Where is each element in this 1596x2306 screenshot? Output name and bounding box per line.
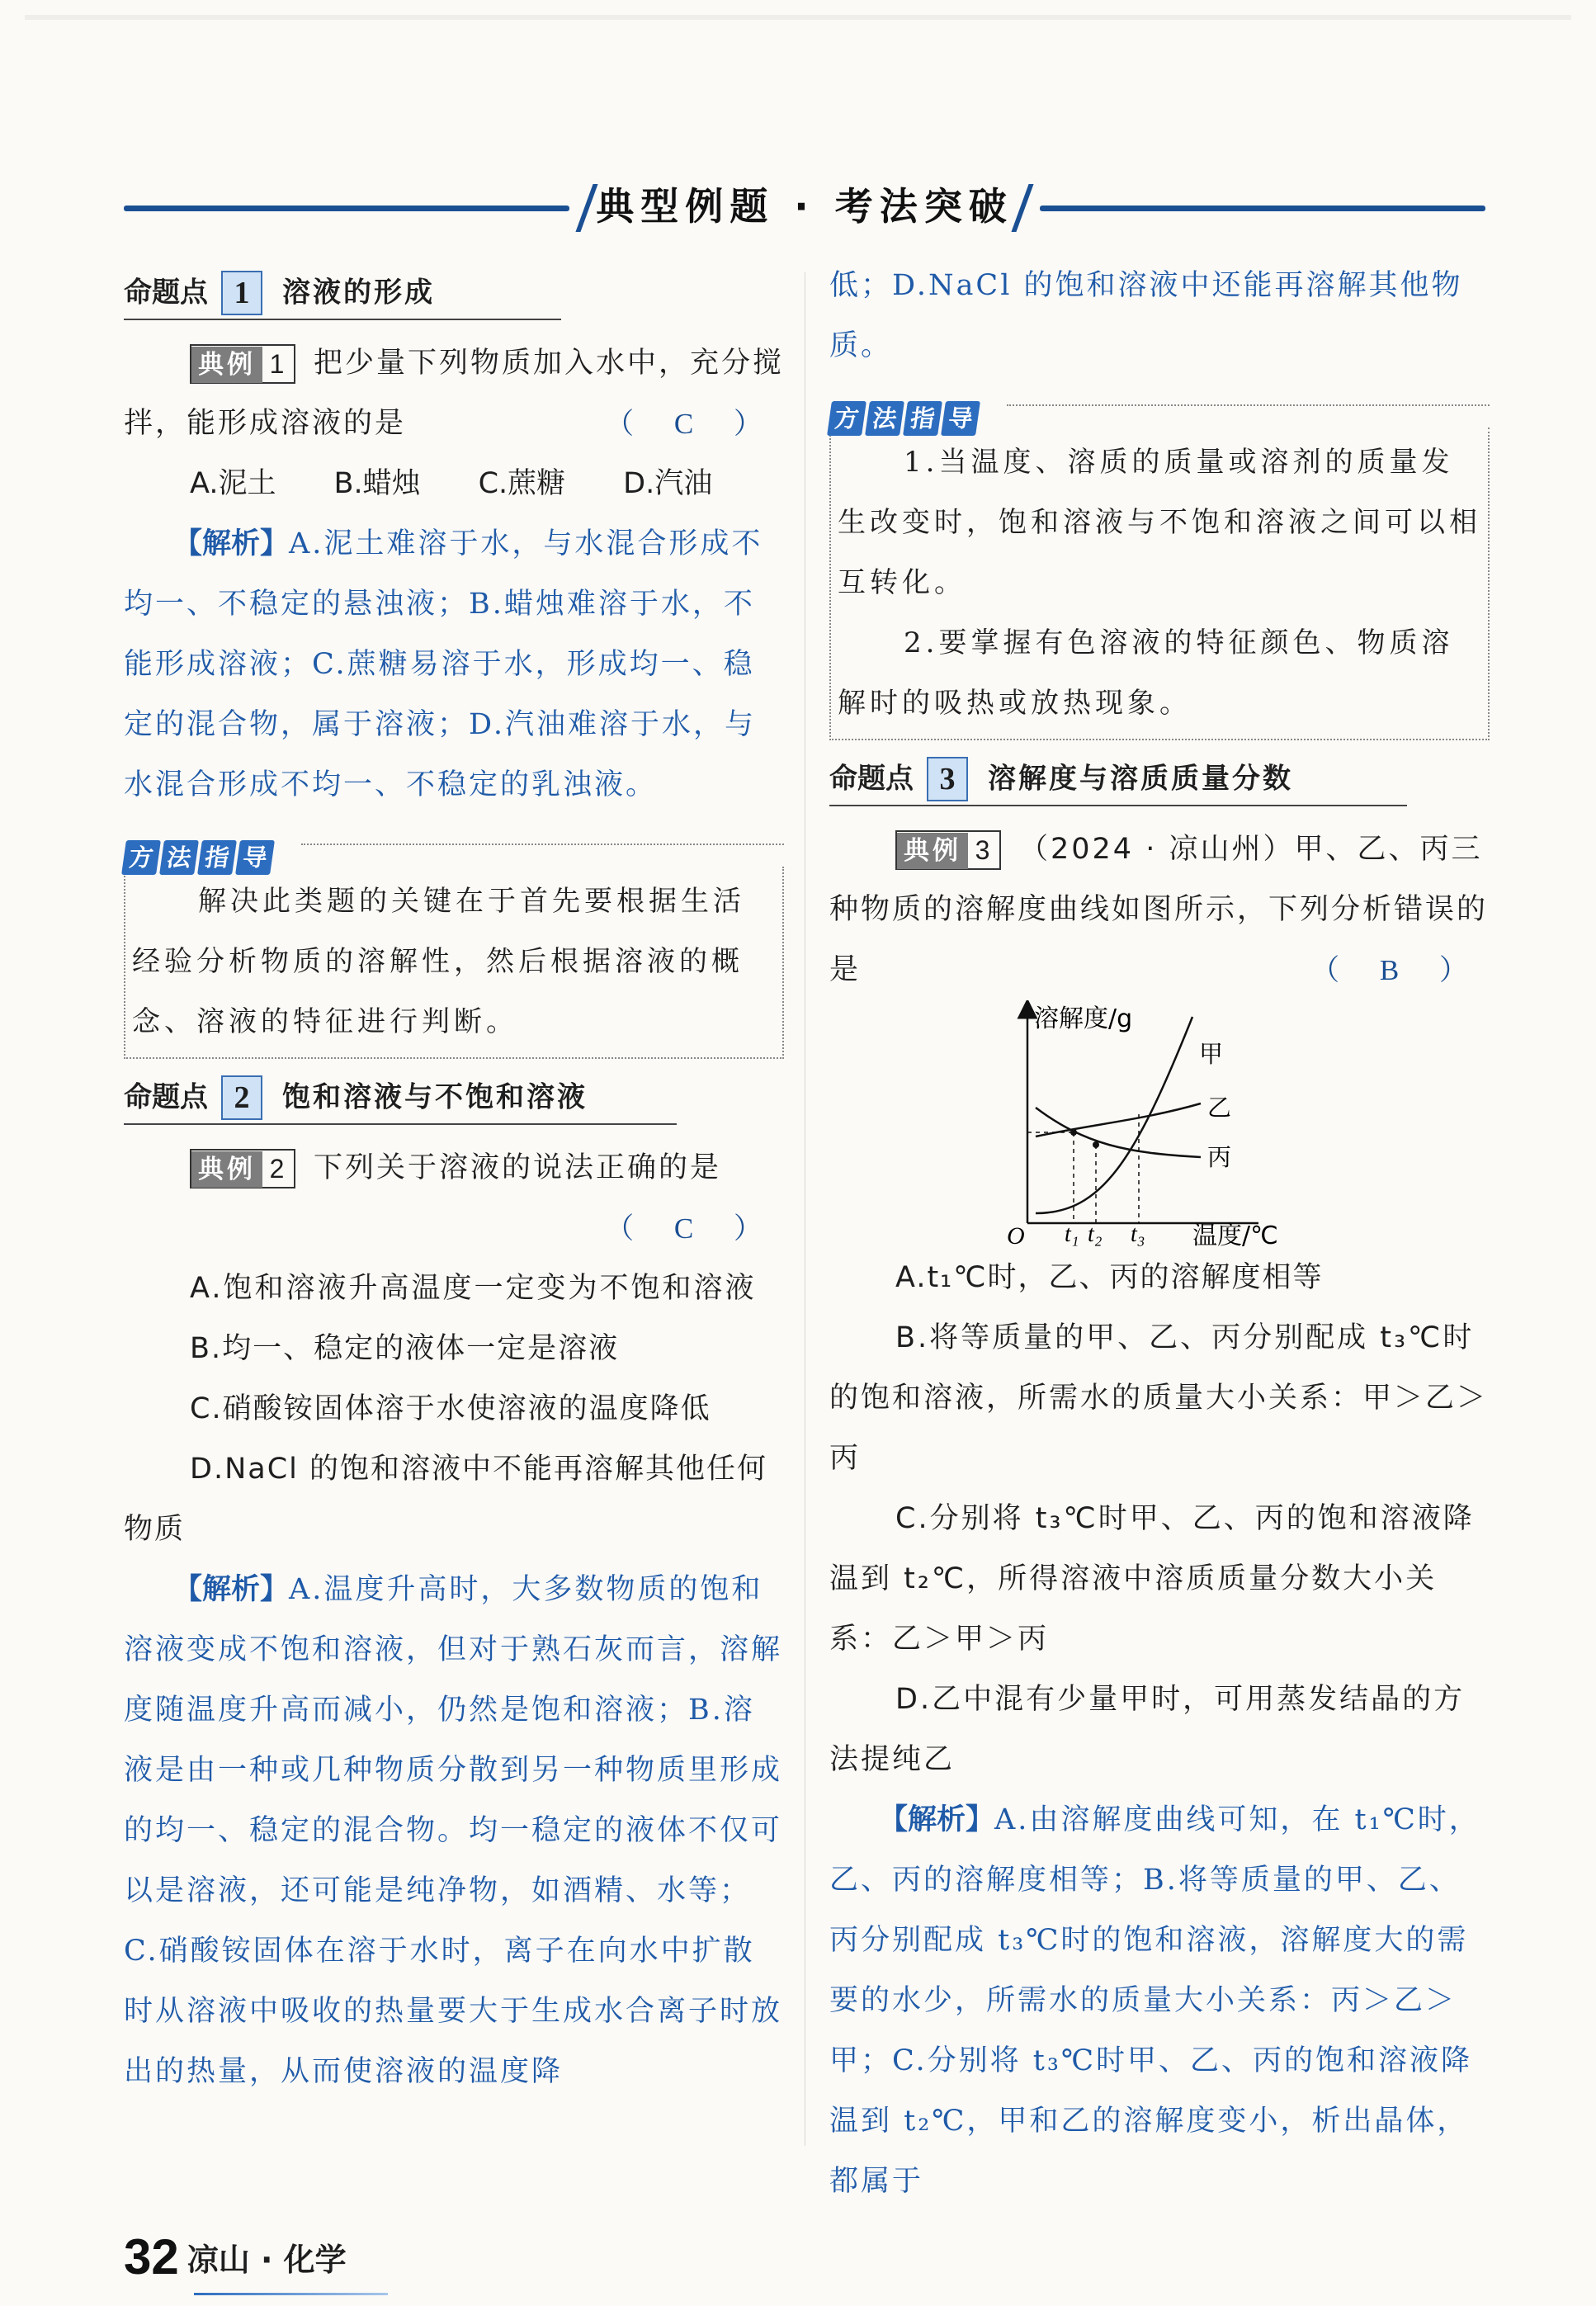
example-2-option-c: C.硝酸铵固体溶于水使溶液的温度降低 [190,1392,711,1425]
page-number: 32 [124,2229,179,2285]
topic-number: 2 [221,1075,262,1120]
example-3-analysis: 【解析】A.由溶解度曲线可知，在 t₁℃时，乙、丙的溶解度相等；B.将等质量的甲、乙、丙分别配成 t₃℃时的饱和溶液，溶解度大的需要的水少，所需水的质量大小关系：丙＞乙＞甲；C.分别将 t₃℃时甲、乙、丙的饱和溶液降温到 t₂℃，甲和乙的溶解度变小，析出晶体，都属于 [829,1803,1480,2198]
left-column [124,256,784,2102]
tick-t2: t₂ [1088,1222,1103,1247]
label-jia: 甲 [1199,1040,1224,1068]
example-tag: 典例 1 [190,344,295,384]
topic-heading-2: 命题点 2 饱和溶液与不饱和溶液 [124,1067,784,1127]
method-2-point-2: 2.要掌握有色溶液的特征颜色、物质溶解时的吸热或放热现象。 [838,626,1454,720]
example-2-analysis: 【解析】A.温度升高时，大多数物质的饱和溶液变成不饱和溶液，但对于熟石灰而言，溶解度随温度升高而减小，仍然是饱和溶液；B.溶液是由一种或几种物质分散到另一种物质里形成的均一、稳定的混合物。均一稳定的液体不仅可以是溶液，还可能是纯净物，如酒精、水等；C.硝酸铵固体在溶于水时，离子在向水中扩散时从溶液中吸收的热量要大于生成水合离子时放出的热量，从而使溶液的温度降 [124,1573,783,2088]
curve-jia [1036,1017,1192,1213]
chart-xlabel: 温度/℃ [1192,1222,1278,1248]
example-2-option-a: A.饱和溶液升高温度一定变为不饱和溶液 [190,1272,757,1305]
answer-3: （ B ） [1310,954,1485,986]
example-tag: 典例 2 [190,1149,295,1188]
answer-2: （ C ） [605,1212,779,1245]
page-top-strip [25,15,1571,20]
label-yi: 乙 [1207,1094,1232,1122]
topic-heading-1: 命题点 1 溶液的形成 [124,262,784,322]
intersection-t2 [1093,1141,1099,1148]
chart-ylabel: 溶解度/g [1034,1004,1133,1033]
topic-name: 饱和溶液与不饱和溶液 [282,1080,588,1114]
method-box-2 [829,388,1490,740]
solubility-chart [961,1000,1291,1248]
right-column [829,256,1490,2212]
tick-t1: t₁ [1065,1222,1079,1247]
example-3-option-b: B.将等质量的甲、乙、丙分别配成 t₃℃时的饱和溶液，所需水的质量大小关系：甲＞乙＞丙 [829,1321,1489,1475]
answer-1: （ C ） [605,408,779,440]
topic-name: 溶解度与溶质质量分数 [988,762,1293,796]
example-2-stem: 典例 2 下列关于溶液的说法正确的是 [124,1138,784,1198]
section-header [124,177,1485,235]
tick-t3: t₃ [1131,1222,1145,1247]
example-1-analysis: 【解析】A.泥土难溶于水，与水混合形成不均一、不稳定的悬浊液；B.蜡烛难溶于水，不能形成溶液；C.蔗糖易溶于水，形成均一、稳定的混合物，属于溶液；D.汽油难溶于水，与水混合形成不均一、不稳定的乳浊液。 [124,527,763,801]
topic-number: 3 [927,757,968,801]
example-1-stem: 典例 1 把少量下列物质加入水中，充分搅拌，能形成溶液的是 （ C ） [124,333,784,454]
method-tag: 方 法 指 导 [829,388,1490,428]
method-1-text: 解决此类题的关键在于首先要根据生活经验分析物质的溶解性，然后根据溶液的概念、溶液的特征进行判断。 [132,885,745,1038]
example-2-analysis-continued: 低；D.NaCl 的饱和溶液中还能再溶解其他物质。 [829,269,1463,362]
example-2-option-b: B.均一、稳定的液体一定是溶液 [190,1332,620,1365]
topic-number: 1 [221,271,262,315]
example-1-options: A.泥土 B.蜡烛 C.蔗糖 D.汽油 [190,467,713,500]
header-title: 典型例题 · 考法突破 [596,184,1013,229]
example-3-option-a: A.t₁℃时，乙、丙的溶解度相等 [895,1261,1324,1294]
topic-name: 溶液的形成 [282,276,435,310]
label-bing: 丙 [1207,1143,1232,1171]
method-2-point-1: 1.当温度、溶质的质量或溶剂的质量发生改变时，饱和溶液与不饱和溶液之间可以相互转化。 [838,446,1481,599]
topic-heading-3: 命题点 3 溶解度与溶质质量分数 [829,749,1490,808]
solubility-curve-figure [829,1000,1490,1248]
example-tag: 典例 3 [895,830,1001,870]
header-rule-right [1040,206,1485,211]
header-rule-left [124,206,569,211]
method-tag: 方 法 指 导 [124,827,784,867]
example-3-option-d: D.乙中混有少量甲时，可用蒸发结晶的方法提纯乙 [829,1683,1466,1776]
example-3-stem: 典例 3 （2024 · 凉山州）甲、乙、丙三种物质的溶解度曲线如图所示，下列分析错误的是 （ B ） [829,820,1490,1000]
intersection-t1 [1070,1129,1077,1136]
example-2-option-d: D.NaCl 的饱和溶液中不能再溶解其他任何物质 [124,1453,767,1546]
curve-yi [1036,1103,1201,1136]
chart-origin: O [1007,1222,1025,1248]
page-footer [124,2228,347,2285]
header-title-box [553,177,1056,235]
method-box-1 [124,827,784,1059]
footer-text: 凉山 · 化学 [187,2242,347,2278]
example-3-option-c: C.分别将 t₃℃时甲、乙、丙的饱和溶液降温到 t₂℃，所得溶液中溶质质量分数大小关系：乙＞甲＞丙 [829,1502,1475,1656]
